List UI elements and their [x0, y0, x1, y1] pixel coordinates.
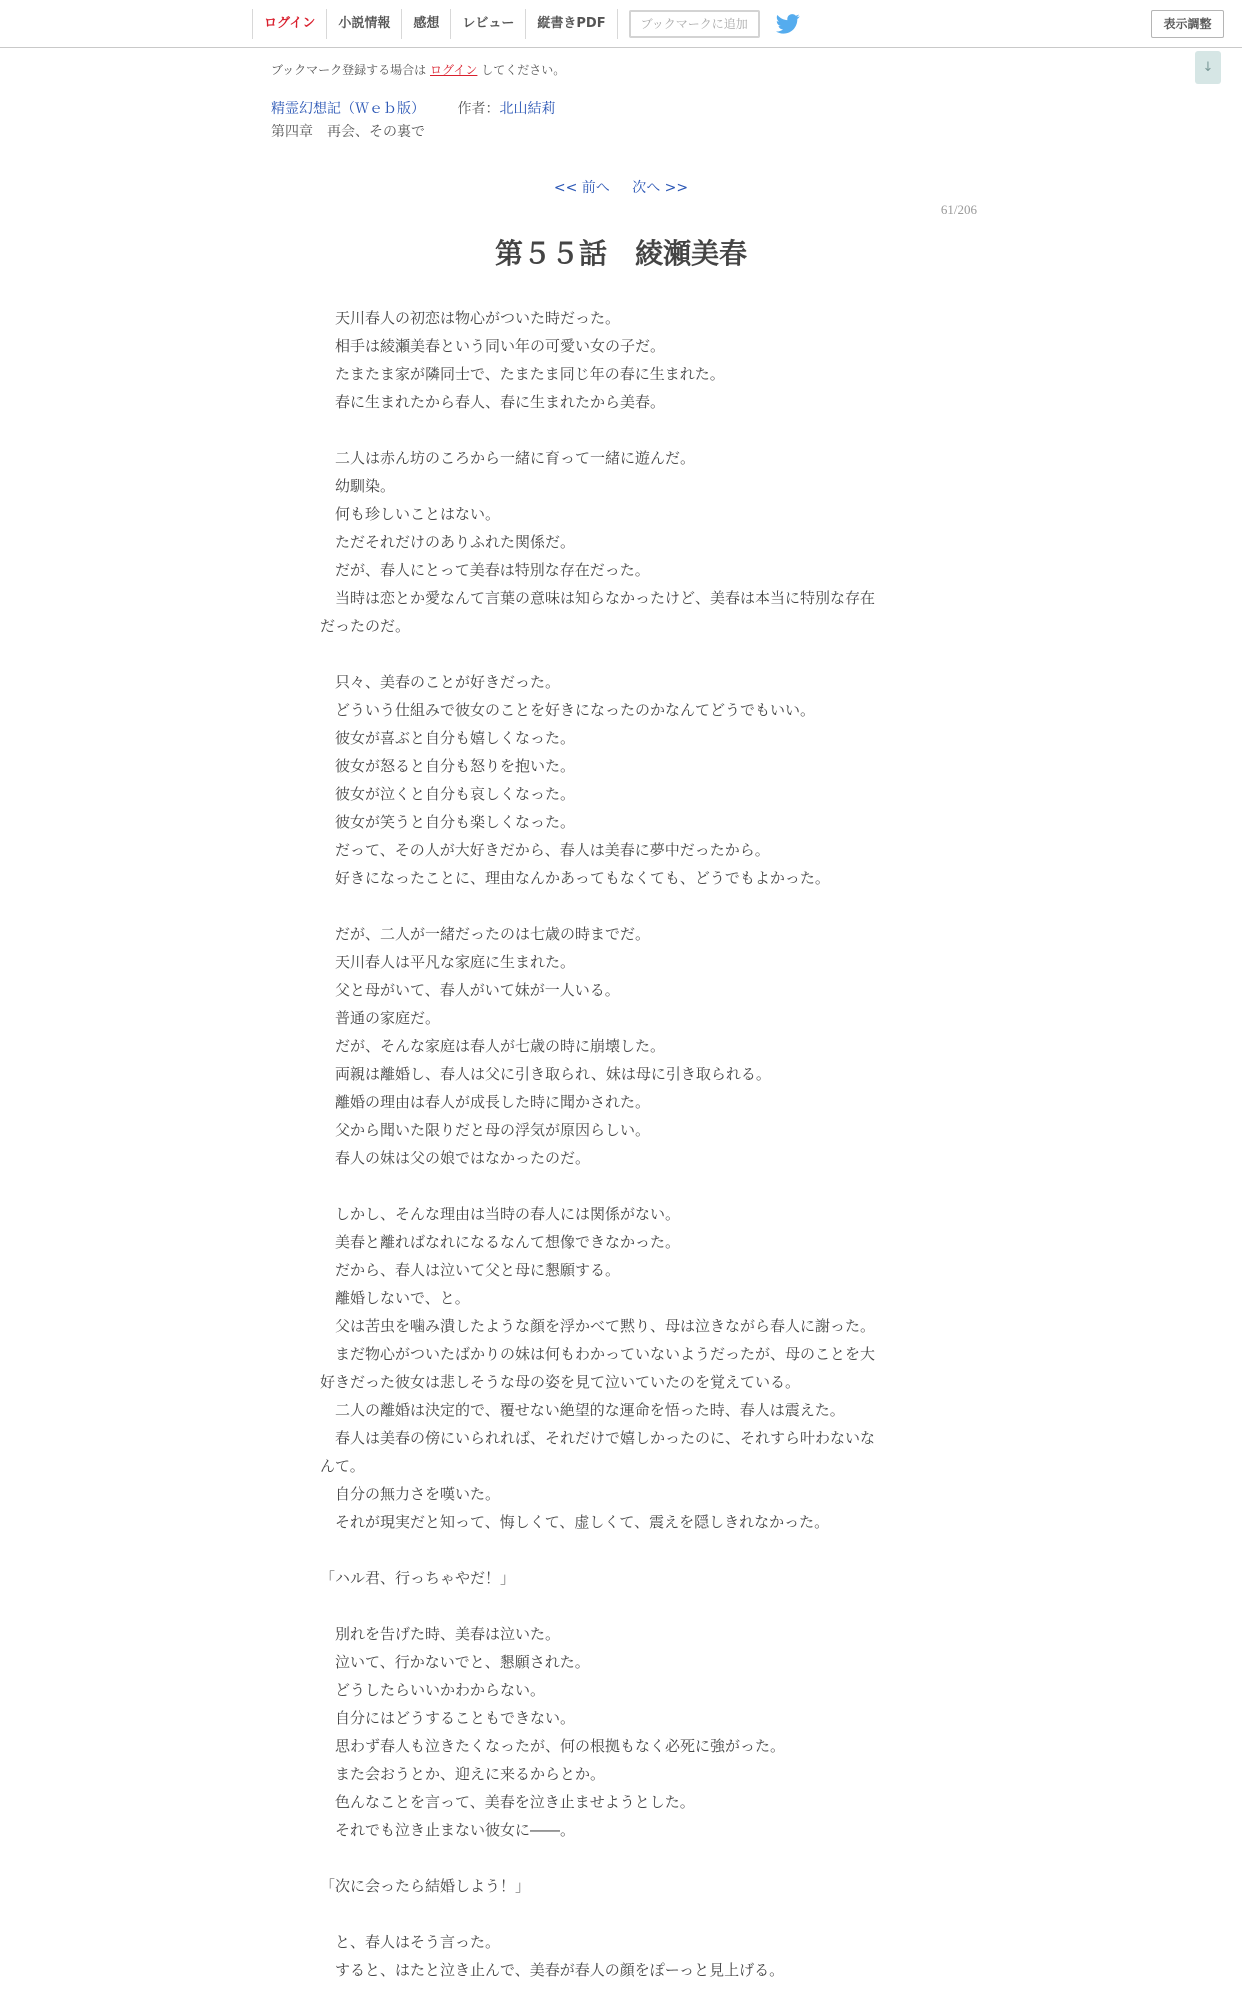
body-line: 色んなことを言って、美春を泣き止ませようとした。 [320, 1793, 695, 1811]
display-adjust-button[interactable]: 表示調整 [1151, 10, 1224, 38]
body-line: 彼女が怒ると自分も怒りを抱いた。 [320, 757, 576, 775]
add-bookmark-button[interactable]: ブックマークに追加 [629, 10, 760, 38]
body-line: 只々、美春のことが好きだった。 [320, 673, 561, 691]
body-line: どういう仕組みで彼女のことを好きになったのかなんてどうでもいい。 [320, 701, 816, 719]
bookmark-note [271, 61, 565, 78]
body-line: 普通の家庭だ。 [320, 1009, 441, 1027]
bookmark-login-link[interactable]: ログイン [430, 63, 478, 77]
body-line: 離婚しないで、と。 [320, 1289, 470, 1307]
body-line: 「次に会ったら結婚しよう！」 [320, 1877, 531, 1895]
blank-line [320, 1536, 920, 1564]
body-line: すると、はたと泣き止んで、美春が春人の顔をぽーっと見上げる。 [320, 1961, 785, 1979]
body-line: 彼女が笑うと自分も楽しくなった。 [320, 813, 576, 831]
blank-line [320, 1900, 920, 1928]
blank-line [320, 1592, 920, 1620]
body-line: しかし、そんな理由は当時の春人には関係がない。 [320, 1205, 681, 1223]
blank-line [320, 1172, 920, 1200]
body-line: 「ハル君、行っちゃやだ！」 [320, 1569, 516, 1587]
body-line: 彼女が泣くと自分も哀しくなった。 [320, 785, 576, 803]
body-line: と、春人はそう言った。 [320, 1933, 501, 1951]
body-line: どうしたらいいかわからない。 [320, 1681, 546, 1699]
blank-line [320, 640, 920, 668]
body-line: 当時は恋とか愛なんて言葉の意味は知らなかったけど、美春は本当に特別な存在 [320, 589, 876, 607]
down-arrow-icon: ↓ [1202, 60, 1214, 75]
nav-vertical-pdf[interactable]: 縦書きPDF [526, 9, 617, 39]
scroll-down-button[interactable] [1195, 51, 1221, 84]
body-line: まだ物心がついたばかりの妹は何もわかっていないようだったが、母のことを大 [320, 1345, 876, 1363]
bookmark-note-suffix: してください。 [481, 63, 566, 77]
nav-review[interactable]: レビュー [451, 9, 526, 39]
blank-line [320, 416, 920, 444]
body-line: 自分の無力さを嘆いた。 [320, 1485, 501, 1503]
body-line: 自分にはどうすることもできない。 [320, 1709, 576, 1727]
body-line: だが、二人が一緒だったのは七歳の時までだ。 [320, 925, 651, 943]
body-line: 春人は美春の傍にいられれば、それだけで嬉しかったのに、それすら叶わないな [320, 1429, 876, 1447]
body-line: 天川春人の初恋は物心がついた時だった。 [320, 309, 621, 327]
author-label: 作者： [457, 101, 500, 117]
novel-title-link[interactable]: 精霊幻想記（Ｗｅｂ版） [271, 101, 425, 117]
body-line: だったのだ。 [320, 617, 411, 635]
nav-login[interactable]: ログイン [253, 9, 327, 39]
page-number: 61/206 [940, 202, 977, 217]
author-link[interactable]: 北山結莉 [499, 101, 556, 117]
body-line: また会おうとか、迎えに来るからとか。 [320, 1765, 606, 1783]
body-line: 春人の妹は父の娘ではなかったのだ。 [320, 1149, 591, 1167]
episode-pager [0, 177, 1242, 197]
body-line: 幼馴染。 [320, 477, 396, 495]
body-line: 何も珍しいことはない。 [320, 505, 501, 523]
nav-impressions[interactable]: 感想 [402, 9, 451, 39]
next-episode-link[interactable]: 次へ >> [632, 180, 689, 196]
novel-meta [271, 98, 555, 118]
twitter-share-button[interactable] [776, 13, 802, 35]
body-line: 二人は赤ん坊のころから一緒に育って一緒に遊んだ。 [320, 449, 696, 467]
body-line: ただそれだけのありふれた関係だ。 [320, 533, 576, 551]
episode-title: 第５５話 綾瀬美春 [494, 237, 747, 270]
body-line: だが、春人にとって美春は特別な存在だった。 [320, 561, 650, 579]
body-line: 好きになったことに、理由なんかあってもなくても、どうでもよかった。 [320, 869, 830, 887]
prev-episode-link[interactable]: << 前へ [553, 180, 610, 196]
body-line: だって、その人が大好きだから、春人は美春に夢中だったから。 [320, 841, 770, 859]
chapter-title: 第四章 再会、その裏で [271, 124, 425, 140]
body-line: 父と母がいて、春人がいて妹が一人いる。 [320, 981, 620, 999]
body-line: 天川春人は平凡な家庭に生まれた。 [320, 953, 576, 971]
body-line: んて。 [320, 1457, 365, 1475]
body-line: 父から聞いた限りだと母の浮気が原因らしい。 [320, 1121, 651, 1139]
blank-line [320, 892, 920, 920]
twitter-bird-icon [776, 14, 800, 34]
body-line: たまたま家が隣同士で、たまたま同じ年の春に生まれた。 [320, 365, 725, 383]
body-line: 泣いて、行かないでと、懇願された。 [320, 1653, 590, 1671]
body-line: 父は苦虫を噛み潰したような顔を浮かべて黙り、母は泣きながら春人に謝った。 [320, 1317, 876, 1335]
body-line: それでも泣き止まない彼女に――。 [320, 1821, 576, 1839]
body-line: 春に生まれたから春人、春に生まれたから美春。 [320, 393, 666, 411]
body-line: それが現実だと知って、悔しくて、虚しくて、震えを隠しきれなかった。 [320, 1513, 830, 1531]
body-line: 思わず春人も泣きたくなったが、何の根拠もなく必死に強がった。 [320, 1737, 786, 1755]
body-line: だが、そんな家庭は春人が七歳の時に崩壊した。 [320, 1037, 666, 1055]
body-line: 好きだった彼女は悲しそうな母の姿を見て泣いていたのを覚えている。 [320, 1373, 801, 1391]
nav-novel-info[interactable]: 小説情報 [327, 9, 402, 39]
top-nav-bar [0, 0, 1242, 48]
body-line: 彼女が喜ぶと自分も嬉しくなった。 [320, 729, 576, 747]
body-line: 相手は綾瀬美春という同い年の可愛い女の子だ。 [320, 337, 666, 355]
nav-menu [252, 9, 802, 39]
body-line: 別れを告げた時、美春は泣いた。 [320, 1625, 561, 1643]
novel-body [320, 304, 920, 1984]
body-line: 美春と離ればなれになるなんて想像できなかった。 [320, 1233, 681, 1251]
body-line: だから、春人は泣いて父と母に懇願する。 [320, 1261, 621, 1279]
body-line: 両親は離婚し、春人は父に引き取られ、妹は母に引き取られる。 [320, 1065, 771, 1083]
body-line: 離婚の理由は春人が成長した時に聞かされた。 [320, 1093, 651, 1111]
blank-line [320, 1844, 920, 1872]
bookmark-note-text: ブックマーク登録する場合は [271, 63, 427, 77]
body-line: 二人の離婚は決定的で、覆せない絶望的な運命を悟った時、春人は震えた。 [320, 1401, 845, 1419]
